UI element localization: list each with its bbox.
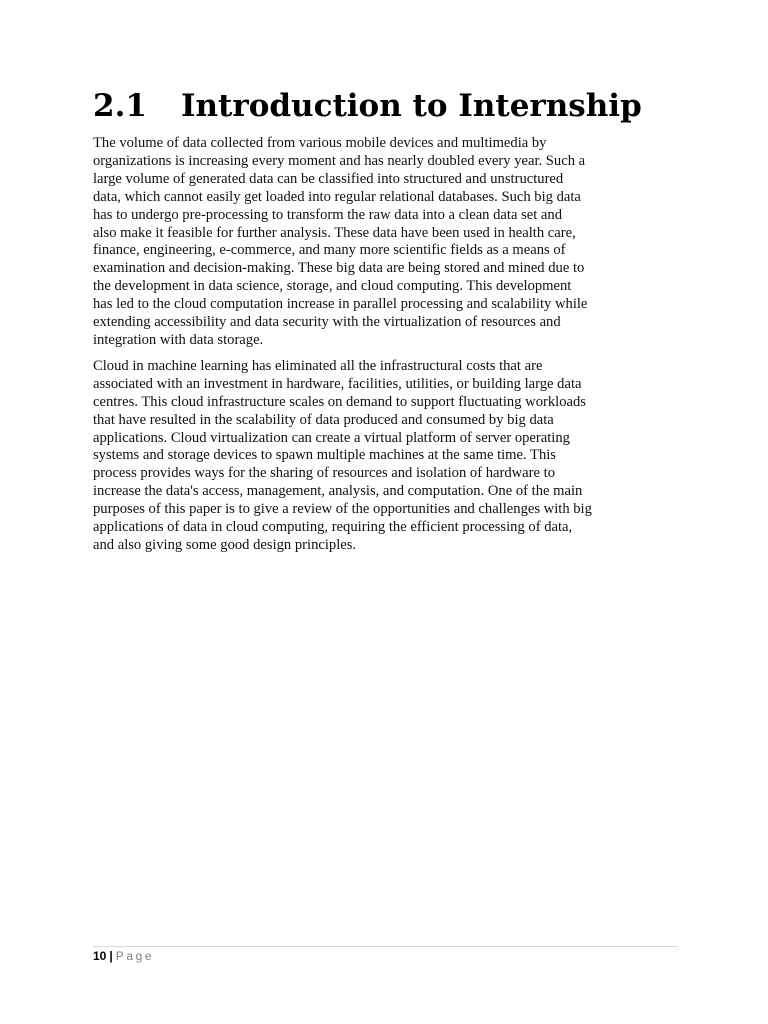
paragraph-line: The volume of data collected from various mobile devices and multimedia by — [93, 135, 547, 151]
paragraph-line: increase the data's access, management, analysis, and computation. One of the main — [93, 483, 583, 500]
paragraph-line: centres. This cloud infrastructure scales on demand to support fluctuating workloads — [93, 393, 586, 410]
paragraph — [93, 358, 678, 555]
paragraph-line: systems and storage devices to spawn multiple machines at the same time. This — [93, 447, 556, 464]
paragraph-line: purposes of this paper is to give a review of the opportunities and challenges with big — [93, 501, 592, 518]
page-footer — [93, 948, 154, 964]
section-title: Introduction to Internship — [181, 88, 642, 124]
paragraph-line: large volume of generated data can be classified into structured and unstructured — [93, 170, 564, 187]
paragraph-line: associated with an investment in hardware, facilities, utilities, or building large data — [93, 375, 582, 392]
paragraph-line: data, which cannot easily get loaded into regular relational databases. Such big data — [93, 188, 581, 205]
page-label: Page — [115, 949, 155, 963]
paragraph-line: process provides ways for the sharing of resources and isolation of hardware to — [93, 465, 555, 482]
footer-separator: | — [109, 949, 113, 963]
paragraph-line: extending accessibility and data security with the virtualization of resources and — [93, 314, 561, 331]
section-number: 2.1 — [93, 88, 147, 124]
paragraph-line: Cloud in machine learning has eliminated all the infrastructural costs that are — [93, 357, 543, 374]
paragraph-line: the development in data science, storage, and cloud computing. This development — [93, 278, 572, 295]
paragraph-line: applications. Cloud virtualization can create a virtual platform of server operating — [93, 429, 570, 446]
paragraph-line: has led to the cloud computation increase in parallel processing and scalability while — [93, 296, 588, 313]
footer-divider — [93, 946, 678, 947]
paragraph-line: has to undergo pre-processing to transform the raw data into a clean data set and — [93, 206, 563, 223]
paragraph-line: that have resulted in the scalability of data produced and consumed by big data — [93, 411, 554, 428]
section-heading — [93, 86, 642, 126]
page-number: 10 — [93, 949, 107, 963]
paragraph-line: also make it feasible for further analysis. These data have been used in health care, — [93, 224, 576, 241]
paragraph — [93, 135, 678, 350]
paragraph-line: finance, engineering, e-commerce, and many more scientific fields as a means of — [93, 242, 566, 259]
paragraph-line: integration with data storage. — [93, 331, 264, 348]
paragraph-line: applications of data in cloud computing, requiring the efficient processing of data, — [93, 519, 573, 536]
paragraph-line: and also giving some good design principles. — [93, 536, 357, 553]
paragraph-line: examination and decision-making. These big data are being stored and mined due to — [93, 260, 585, 277]
body-text — [93, 135, 678, 563]
paragraph-line: organizations is increasing every moment and has nearly doubled every year. Such a — [93, 152, 586, 169]
